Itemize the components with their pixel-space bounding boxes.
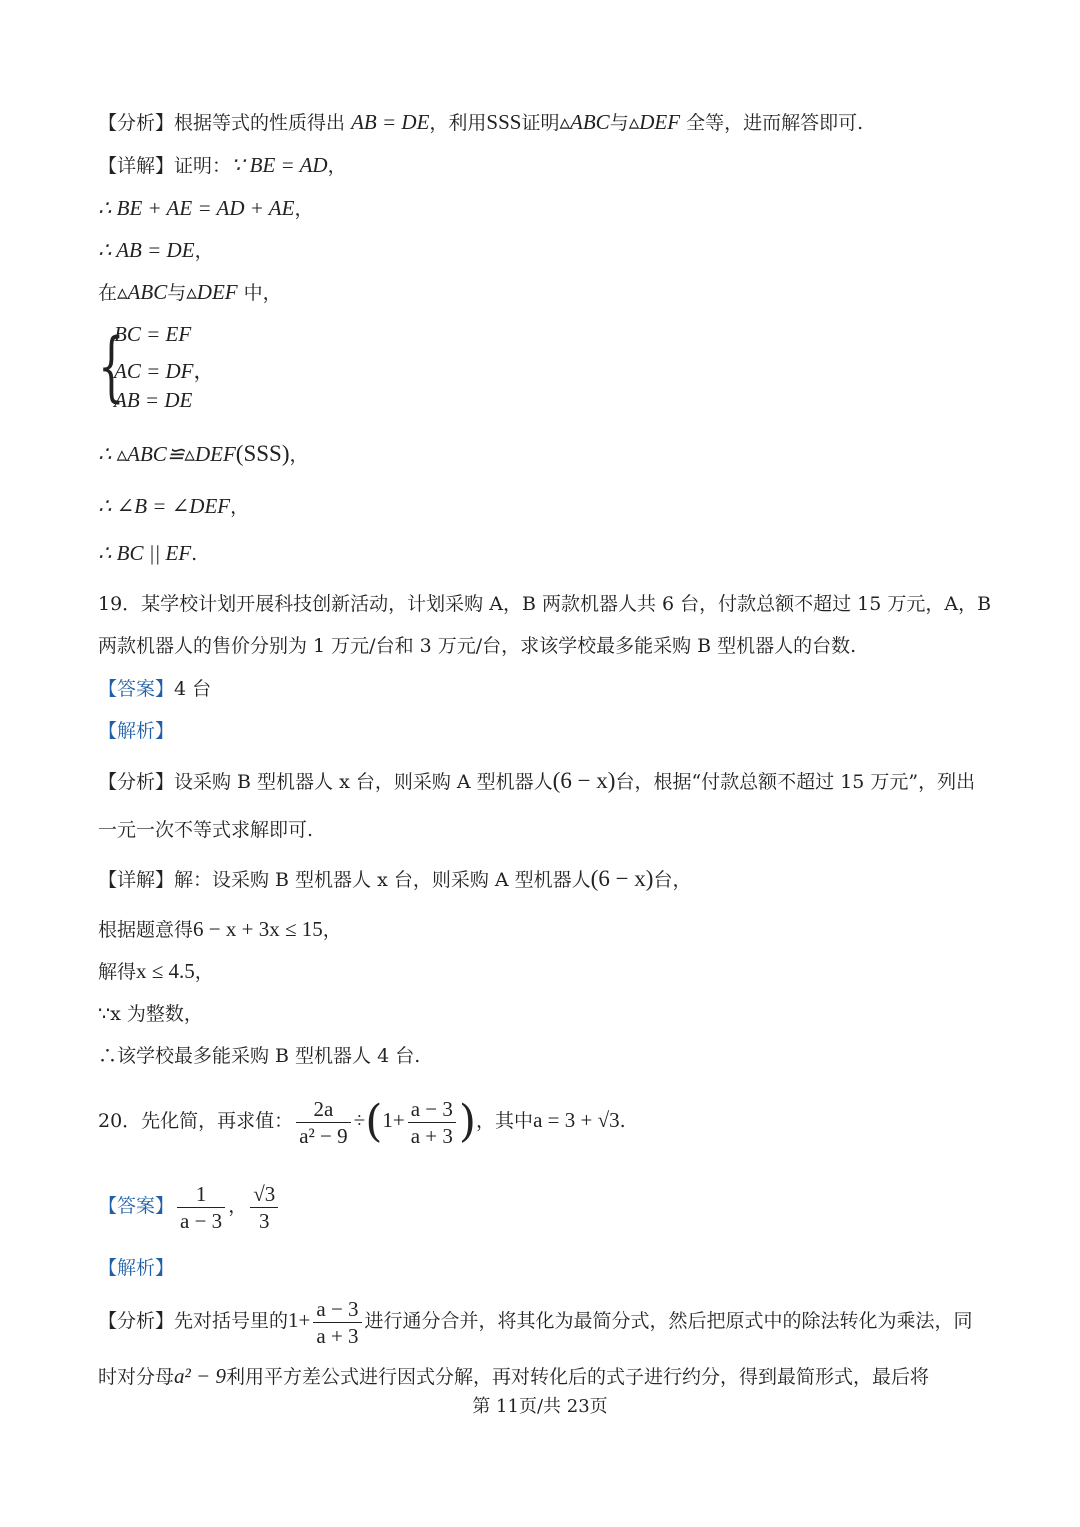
text: 全等，进而解答即可. bbox=[686, 112, 864, 134]
denominator: a + 3 bbox=[316, 1323, 359, 1348]
solution-step bbox=[98, 915, 342, 944]
text: . bbox=[619, 1110, 626, 1132]
left-brace: { bbox=[98, 321, 125, 410]
text: ， bbox=[194, 961, 214, 983]
text: 与 bbox=[167, 282, 187, 304]
right-paren: ) bbox=[458, 1096, 477, 1147]
text: ， bbox=[294, 198, 314, 220]
text: 利用平方差公式进行因式分解，再对转化后的式子进行约分，得到最简形式，最后将 bbox=[225, 1366, 929, 1388]
math: AB = DE bbox=[351, 110, 430, 134]
math: (6 − x) bbox=[552, 768, 616, 793]
answer-tag: 【答案】 bbox=[98, 1195, 175, 1217]
text: 解得 bbox=[98, 961, 137, 983]
math: ∵ BE = AD bbox=[231, 153, 328, 177]
denominator: a + 3 bbox=[410, 1123, 453, 1148]
text: 先对括号里的 bbox=[174, 1310, 289, 1332]
text: 根据等式的性质得出 bbox=[174, 112, 346, 134]
page-footer: 第 11页/共 23页 bbox=[472, 1396, 608, 1417]
text: 台，根据“付款总额不超过 15 万元”，列出 bbox=[615, 771, 976, 793]
proof-step bbox=[98, 539, 197, 568]
numerator: a − 3 bbox=[313, 1296, 361, 1323]
analysis-tag: 【分析】 bbox=[98, 1310, 175, 1332]
math: (SSS) bbox=[235, 441, 290, 466]
analysis-line-20 bbox=[98, 1290, 973, 1351]
text: 4 台 bbox=[174, 678, 212, 700]
denominator: a² − 9 bbox=[299, 1123, 348, 1148]
explanation-line-20 bbox=[98, 1254, 174, 1282]
proof-step bbox=[98, 440, 309, 469]
denominator: a − 3 bbox=[180, 1208, 223, 1233]
math: ÷ bbox=[353, 1108, 366, 1132]
text: 进行通分合并，将其化为最简分式，然后把原式中的除法转化为乘法，同 bbox=[364, 1310, 973, 1332]
analysis-line-19 bbox=[98, 767, 975, 796]
math: 1+ bbox=[382, 1108, 405, 1132]
math: a² − 9 bbox=[174, 1364, 226, 1388]
math: ∴ ∠B = ∠DEF bbox=[98, 494, 231, 518]
answer-tag: 【答案】 bbox=[98, 678, 175, 700]
equation-system bbox=[98, 322, 258, 414]
detail-line-19 bbox=[98, 865, 691, 894]
text: 根据题意得 bbox=[98, 919, 194, 941]
proof-step bbox=[98, 236, 214, 265]
explanation-line-19 bbox=[98, 717, 174, 745]
math: 6 − x + 3x ≤ 15 bbox=[193, 917, 323, 941]
text: 与 bbox=[609, 112, 629, 134]
math: x ≤ 4.5 bbox=[136, 959, 195, 983]
text: 时对分母 bbox=[98, 1366, 175, 1388]
fraction bbox=[408, 1096, 456, 1149]
text: 为整数， bbox=[120, 1003, 203, 1025]
equation: AB = DE bbox=[114, 388, 193, 412]
text: ， bbox=[194, 240, 214, 262]
text: 证明： bbox=[174, 155, 232, 177]
proof-step bbox=[98, 492, 249, 521]
analysis-line-20-cont bbox=[98, 1362, 929, 1391]
math: ▵ABC bbox=[559, 110, 610, 134]
math: ∴ AB = DE bbox=[98, 238, 195, 262]
numerator: √3 bbox=[250, 1181, 278, 1208]
fraction bbox=[250, 1181, 278, 1234]
text: 20．先化简，再求值： bbox=[98, 1110, 294, 1132]
text: ， bbox=[193, 359, 215, 383]
equation-text: AC = DF bbox=[114, 359, 194, 383]
math: a = 3 + √3 bbox=[533, 1108, 620, 1132]
proof-step bbox=[98, 194, 313, 223]
math: ∴ BE + AE = AD + AE bbox=[98, 196, 295, 220]
text: 证明 bbox=[521, 112, 560, 134]
answer-line-19 bbox=[98, 675, 211, 703]
math: ▵ABC bbox=[117, 280, 168, 304]
text: ，其中 bbox=[476, 1110, 534, 1132]
math: ∴ BC || EF bbox=[98, 541, 192, 565]
math: ∵x bbox=[98, 1003, 121, 1025]
numerator: 2a bbox=[296, 1096, 350, 1123]
fraction bbox=[296, 1096, 350, 1149]
text: . bbox=[191, 543, 198, 565]
analysis-line-19-cont: 一元一次不等式求解即可. bbox=[98, 819, 314, 841]
text: ， bbox=[230, 496, 250, 518]
detail-line-18 bbox=[98, 151, 347, 180]
text: ， bbox=[228, 1195, 248, 1217]
text: ， bbox=[322, 919, 342, 941]
text: 解：设采购 B 型机器人 x 台，则采购 A 型机器人 bbox=[174, 869, 591, 891]
math: ∴ ▵ABC≌▵DEF bbox=[98, 442, 236, 466]
math: ▵DEF bbox=[628, 110, 681, 134]
text: 台， bbox=[653, 869, 692, 891]
text: ， bbox=[289, 444, 309, 466]
numerator: 1 bbox=[177, 1181, 225, 1208]
answer-line-20 bbox=[98, 1176, 281, 1236]
math: ▵DEF bbox=[186, 280, 238, 304]
math: SSS bbox=[486, 110, 522, 134]
denominator: 3 bbox=[258, 1208, 270, 1233]
explanation-tag: 【解析】 bbox=[98, 720, 175, 742]
math: 1+ bbox=[288, 1308, 311, 1332]
text: ，利用 bbox=[429, 112, 487, 134]
equation bbox=[114, 355, 215, 385]
text: 设采购 B 型机器人 x 台，则采购 A 型机器人 bbox=[174, 771, 553, 793]
detail-tag: 【详解】 bbox=[98, 869, 175, 891]
question-19-cont: 两款机器人的售价分别为 1 万元/台和 3 万元/台，求该学校最多能采购 B 型机器人的台数. bbox=[98, 635, 857, 657]
solution-step bbox=[98, 957, 214, 986]
explanation-tag: 【解析】 bbox=[98, 1257, 175, 1279]
text: 中， bbox=[243, 282, 282, 304]
fraction bbox=[177, 1181, 225, 1234]
analysis-tag: 【分析】 bbox=[98, 112, 175, 134]
analysis-line-18 bbox=[98, 108, 863, 137]
detail-tag: 【详解】 bbox=[98, 155, 175, 177]
text: 在 bbox=[98, 282, 118, 304]
left-paren: ( bbox=[365, 1096, 383, 1147]
proof-step bbox=[98, 278, 282, 307]
text: ， bbox=[327, 155, 347, 177]
numerator: a − 3 bbox=[408, 1096, 456, 1123]
math: (6 − x) bbox=[590, 866, 654, 891]
solution-step: ∴该学校最多能采购 B 型机器人 4 台. bbox=[98, 1045, 421, 1067]
fraction bbox=[313, 1296, 361, 1349]
analysis-tag: 【分析】 bbox=[98, 771, 175, 793]
solution-step bbox=[98, 1000, 203, 1028]
question-19: 19．某学校计划开展科技创新活动，计划采购 A，B 两款机器人共 6 台，付款总额不超过 15 万元，A，B bbox=[98, 593, 992, 615]
question-20 bbox=[98, 1090, 626, 1151]
equation: BC = EF bbox=[114, 322, 192, 346]
